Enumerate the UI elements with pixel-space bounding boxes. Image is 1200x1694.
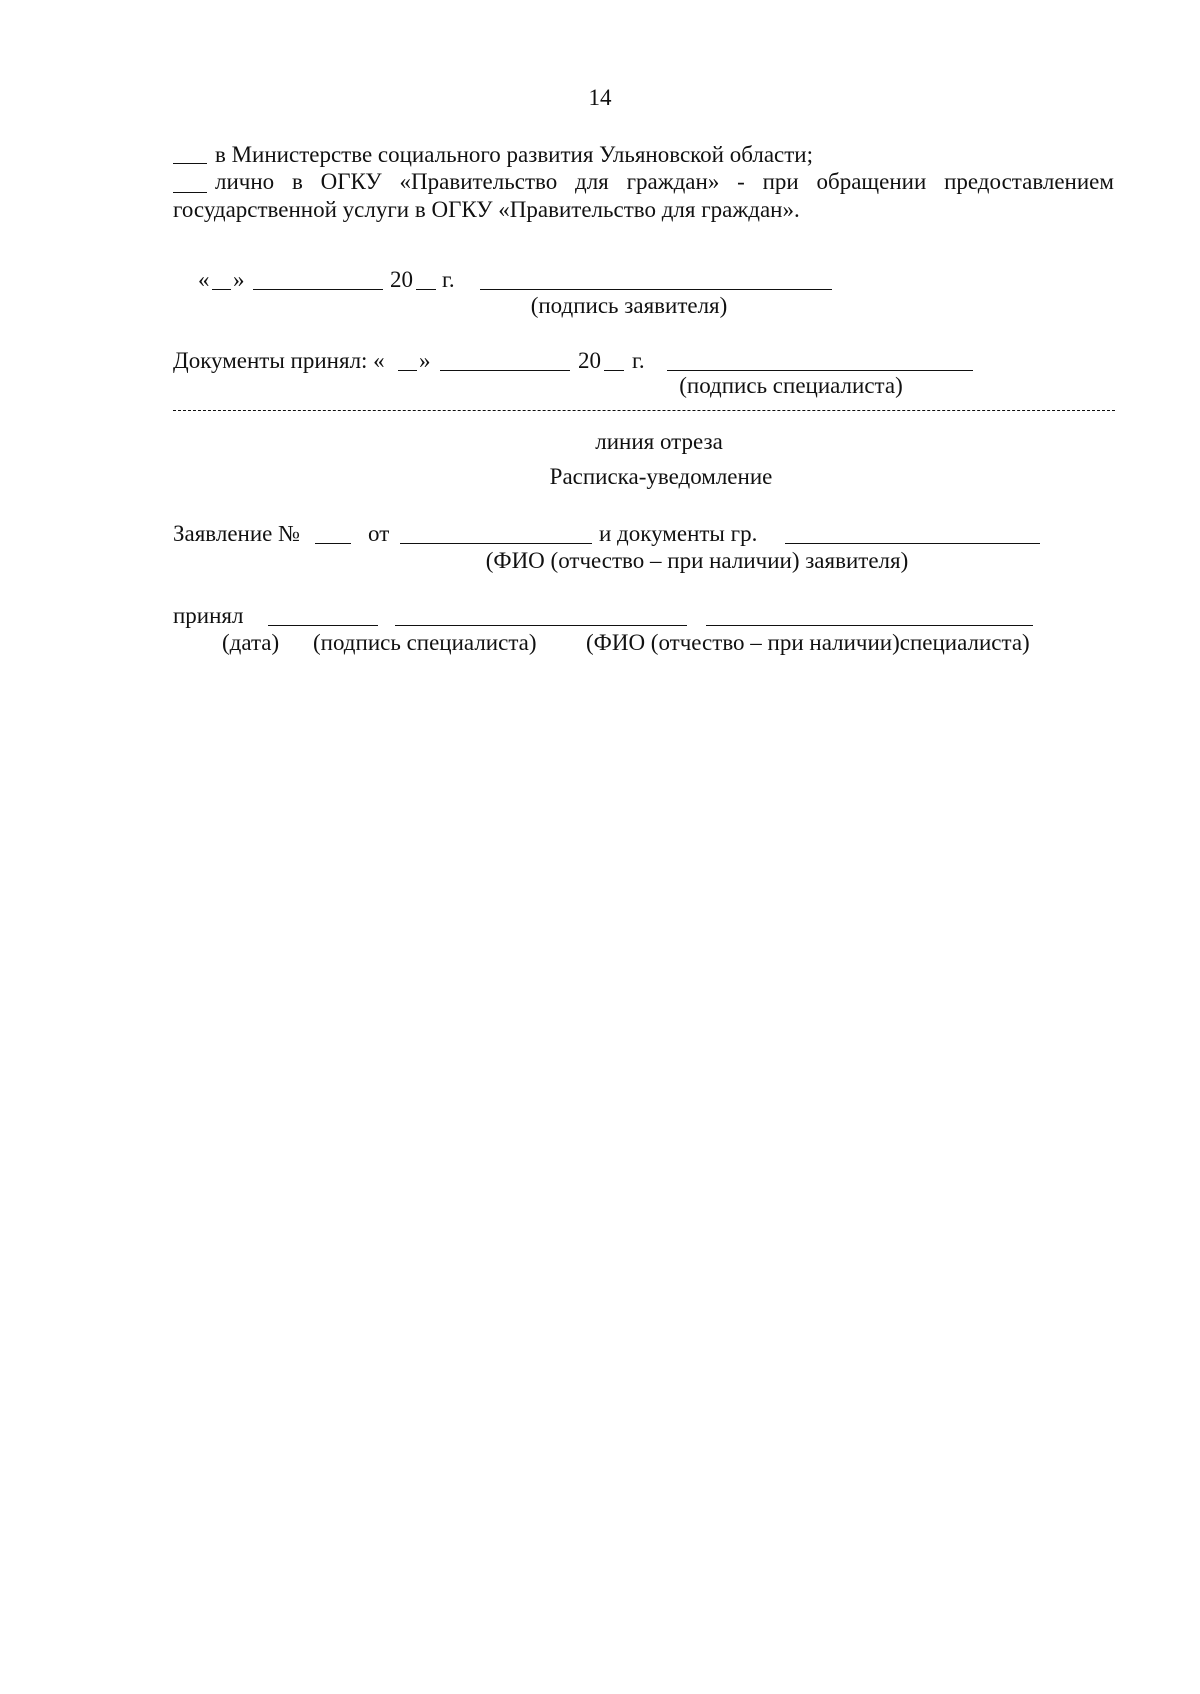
personal-option-line1: лично в ОГКУ «Правительство для граждан» - при обращении предоставлением xyxy=(215,169,1114,194)
accepted-fio-blank[interactable] xyxy=(706,625,1033,626)
applicant-signature-caption: (подпись заявителя) xyxy=(530,293,728,318)
applicant-day-blank[interactable] xyxy=(212,289,231,290)
applicant-year-suffix: г. xyxy=(442,267,455,292)
applicant-signature-blank[interactable] xyxy=(480,289,832,290)
personal-checkbox-blank[interactable] xyxy=(173,192,207,193)
applicant-month-blank[interactable] xyxy=(253,289,383,290)
accepted-label: принял xyxy=(173,603,244,628)
acceptance-year-prefix: 20 xyxy=(578,348,601,373)
personal-option-line2: государственной услуги в ОГКУ «Правительство для граждан». xyxy=(173,197,800,222)
applicant-year-blank[interactable] xyxy=(416,289,436,290)
acceptance-year-suffix: г. xyxy=(632,348,645,373)
ministry-checkbox-blank[interactable] xyxy=(173,163,207,164)
statement-date-blank[interactable] xyxy=(400,543,592,544)
applicant-quote-open: « xyxy=(198,267,210,292)
accepted-date-caption: (дата) xyxy=(222,630,280,655)
cut-line xyxy=(173,410,1115,411)
acceptance-signature-blank[interactable] xyxy=(667,370,973,371)
statement-number-blank[interactable] xyxy=(315,543,351,544)
statement-label: Заявление № xyxy=(173,521,301,546)
page-number: 14 xyxy=(588,85,612,110)
cut-line-label: линия отреза xyxy=(595,429,723,454)
applicant-year-prefix: 20 xyxy=(390,267,413,292)
receipt-title: Расписка-уведомление xyxy=(549,464,773,489)
applicant-quote-close: » xyxy=(233,267,245,292)
acceptance-year-blank[interactable] xyxy=(604,370,624,371)
acceptance-label: Документы принял: « xyxy=(173,348,385,373)
accepted-fio-caption: (ФИО (отчество – при наличии)специалиста) xyxy=(586,630,1030,655)
accepted-date-blank[interactable] xyxy=(268,625,378,626)
acceptance-signature-caption: (подпись специалиста) xyxy=(679,373,903,398)
accepted-signature-blank[interactable] xyxy=(395,625,687,626)
statement-applicant-name-blank[interactable] xyxy=(785,543,1040,544)
statement-fio-caption: (ФИО (отчество – при наличии) заявителя) xyxy=(485,548,909,573)
ministry-option-text: в Министерстве социального развития Ульяновской области; xyxy=(215,142,813,167)
statement-docs-label: и документы гр. xyxy=(599,521,758,546)
statement-from: от xyxy=(368,521,390,546)
acceptance-quote-close: » xyxy=(419,348,431,373)
acceptance-day-blank[interactable] xyxy=(398,370,417,371)
acceptance-month-blank[interactable] xyxy=(440,370,570,371)
accepted-signature-caption: (подпись специалиста) xyxy=(313,630,537,655)
